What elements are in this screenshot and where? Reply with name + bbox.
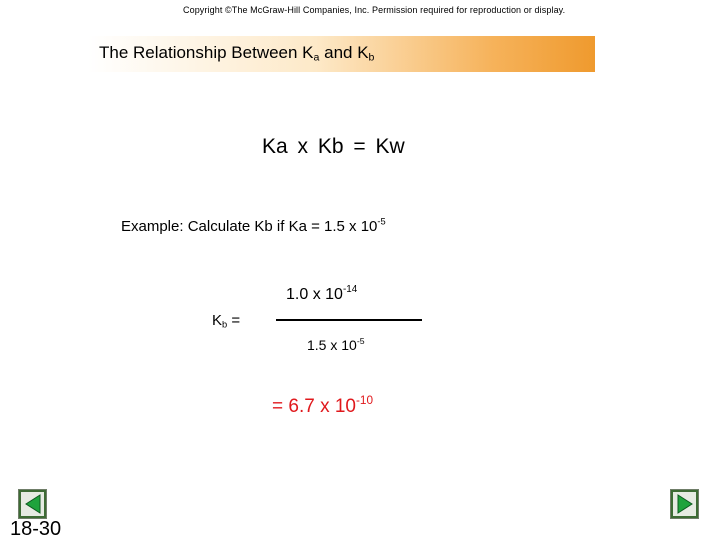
next-slide-button[interactable] [670, 489, 699, 519]
fraction-line [276, 319, 422, 321]
kb-equals: = [227, 312, 241, 329]
fraction-numerator [286, 286, 357, 304]
copyright-notice: Copyright ©The McGraw-Hill Companies, Inc. Permission required for reproduction or display. [183, 5, 566, 15]
title-prefix: The Relationship Between K [99, 43, 314, 62]
denominator-exponent: -5 [356, 335, 365, 346]
numerator-base: 1.0 x 10 [286, 286, 343, 303]
triangle-right-icon [676, 494, 694, 514]
result-base: = 6.7 x 10 [272, 396, 356, 417]
denominator-base: 1.5 x 10 [307, 337, 357, 353]
example-exponent: -5 [377, 216, 386, 227]
result-exponent: -10 [355, 393, 373, 407]
previous-slide-button[interactable] [18, 489, 47, 519]
kb-subscript: b [222, 319, 228, 330]
title-subscript-b: b [368, 51, 375, 64]
title-mid: and K [319, 43, 369, 62]
slide-title [99, 43, 374, 63]
main-equation: Ka x Kb = Kw [262, 135, 405, 158]
slide-number: 18-30 [10, 518, 62, 540]
result-value [272, 393, 373, 418]
kb-letter: K [212, 312, 223, 329]
triangle-left-icon [24, 494, 42, 514]
example-text: Example: Calculate Kb if Ka = 1.5 x 10 [121, 218, 378, 235]
numerator-exponent: -14 [342, 284, 358, 296]
kb-label [212, 312, 240, 329]
fraction-denominator [307, 337, 365, 353]
example-statement [121, 218, 386, 235]
title-subscript-a: a [313, 51, 320, 64]
